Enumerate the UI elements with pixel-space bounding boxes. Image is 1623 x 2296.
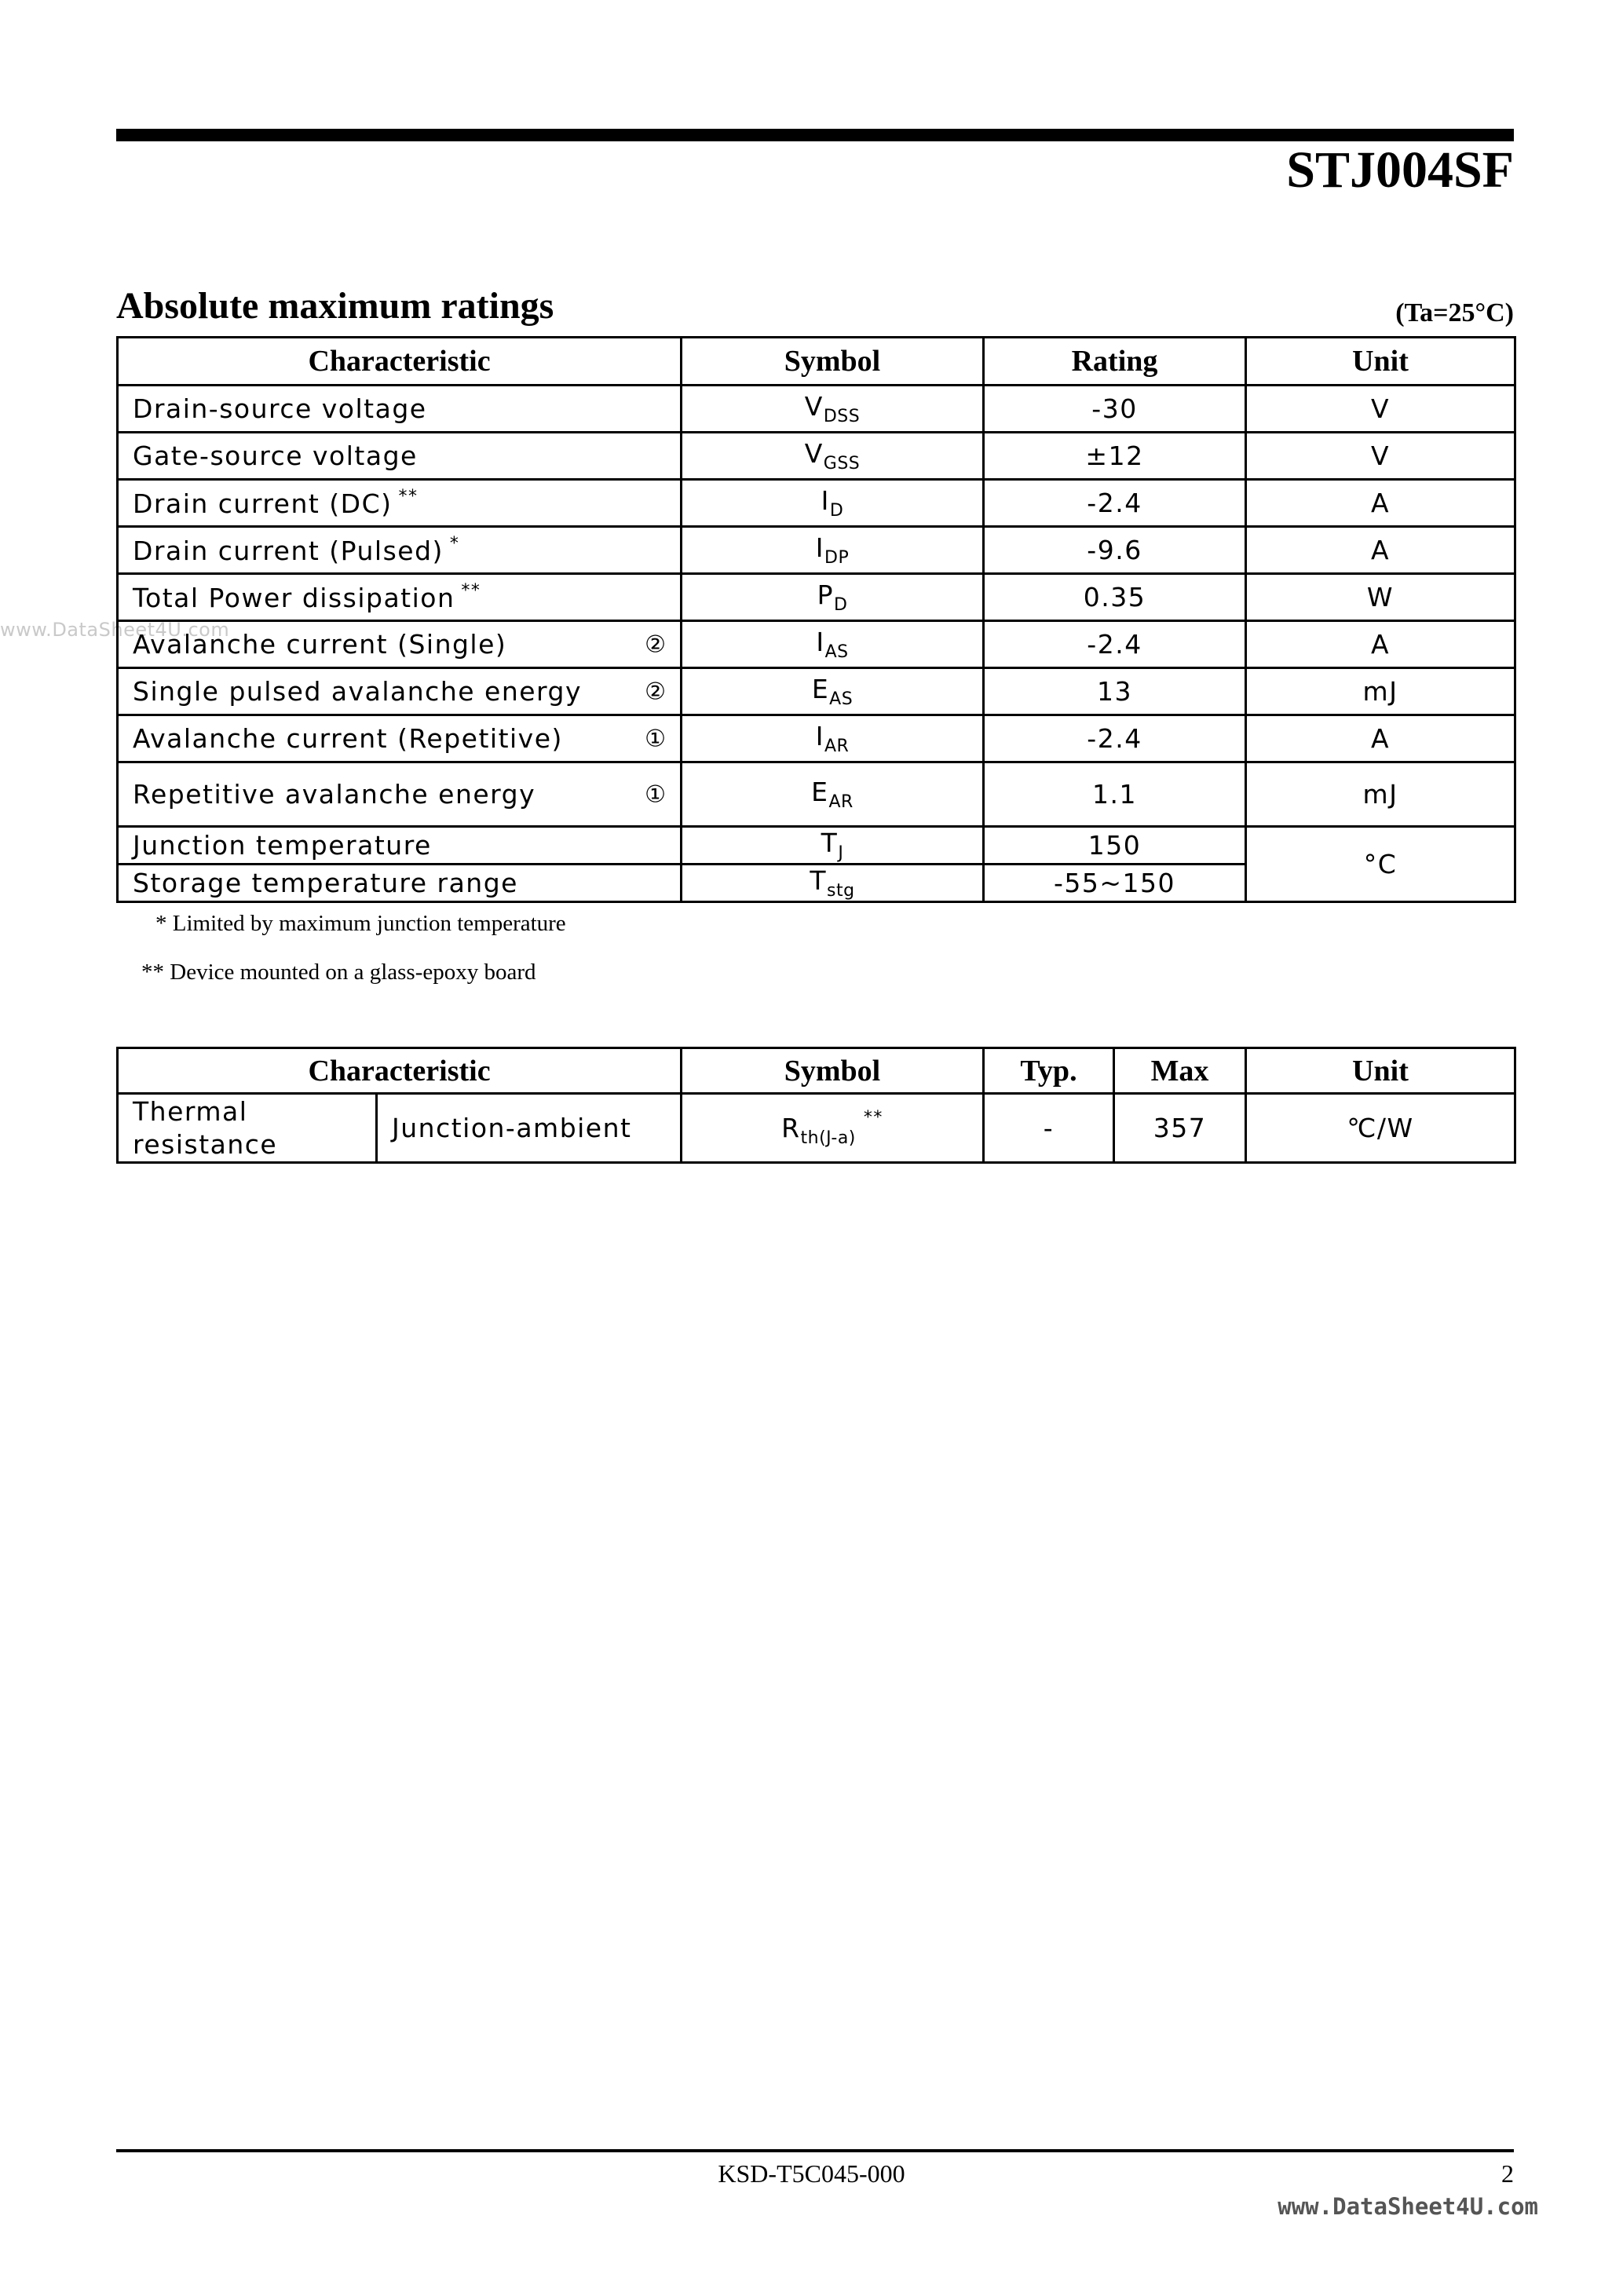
test-condition: (Ta=25°C): [1395, 298, 1514, 327]
footnote-marker: **: [461, 581, 481, 601]
characteristic-label: Drain current (Pulsed): [133, 536, 444, 566]
symbol-subscript: th(J-a): [800, 1128, 856, 1148]
column-header: Max: [1114, 1048, 1246, 1094]
symbol-subscript: DP: [824, 548, 850, 568]
table-row: [118, 574, 1515, 621]
characteristic-cell: [118, 621, 682, 668]
characteristic-cell: [118, 574, 682, 621]
characteristic-cell: [118, 433, 682, 480]
page-number: 2: [1501, 2159, 1514, 2188]
symbol-letter: I: [815, 532, 824, 563]
characteristic-cell: [118, 386, 682, 433]
symbol-subscript: AR: [828, 792, 854, 812]
absolute-max-ratings-table: [116, 336, 1516, 903]
characteristic-label: Repetitive avalanche energy: [133, 779, 536, 810]
symbol-subscript: AS: [829, 689, 854, 709]
column-header: Characteristic: [118, 1048, 682, 1094]
symbol-letter: R: [781, 1113, 801, 1143]
footnote-1: * Limited by maximum junction temperature: [155, 911, 566, 936]
table-row: [118, 762, 1515, 827]
symbol-cell: [682, 668, 984, 715]
characteristic-label: Avalanche current (Single): [133, 629, 507, 660]
condition-mark: ②: [645, 631, 666, 658]
condition-mark: ①: [645, 725, 666, 752]
characteristic-cell: [118, 827, 682, 865]
symbol-cell: [682, 715, 984, 762]
symbol-letter: I: [816, 627, 825, 657]
rating-cell: -2.4: [984, 715, 1246, 762]
symbol-subscript: GSS: [823, 454, 861, 473]
rating-cell: 0.35: [984, 574, 1246, 621]
characteristic-label: Gate-source voltage: [133, 441, 418, 471]
characteristic-label: Single pulsed avalanche energy: [133, 676, 583, 707]
symbol-subscript: D: [833, 595, 848, 615]
characteristic-label: Storage temperature range: [133, 868, 518, 898]
characteristic-cell: [118, 762, 682, 827]
rating-cell: -2.4: [984, 621, 1246, 668]
column-header: Characteristic: [118, 338, 682, 386]
characteristic-label: Avalanche current (Repetitive): [133, 723, 563, 754]
watermark: www.DataSheet4U.com: [0, 619, 230, 641]
unit-cell: mJ: [1246, 762, 1515, 827]
symbol-subscript: AR: [824, 737, 850, 756]
rating-cell: ±12: [984, 433, 1246, 480]
characteristic-label: Drain-source voltage: [133, 393, 427, 424]
table-row: [118, 827, 1515, 865]
footnote-marker: *: [449, 534, 460, 554]
footnote-marker: **: [398, 487, 419, 506]
unit-cell: V: [1246, 433, 1515, 480]
symbol-cell: [682, 527, 984, 574]
table-header-row: [118, 1048, 1515, 1094]
characteristic-cell: Thermal resistance: [118, 1094, 377, 1163]
condition-mark: ②: [645, 678, 666, 705]
symbol-subscript: stg: [827, 881, 855, 901]
column-header: Unit: [1246, 338, 1515, 386]
symbol-cell: [682, 827, 984, 865]
table-row: [118, 433, 1515, 480]
symbol-letter: T: [810, 865, 828, 896]
symbol-cell: [682, 574, 984, 621]
unit-cell: A: [1246, 527, 1515, 574]
characteristic-cell: [118, 480, 682, 527]
rating-cell: 13: [984, 668, 1246, 715]
column-header: Typ.: [984, 1048, 1114, 1094]
unit-cell: W: [1246, 574, 1515, 621]
footer-site-url: www.DataSheet4U.com: [1278, 2193, 1538, 2220]
symbol-letter: E: [811, 674, 830, 704]
symbol-subscript: J: [838, 843, 844, 863]
symbol-cell: [682, 1094, 984, 1163]
symbol-subscript: DSS: [823, 407, 861, 426]
condition-mark: ①: [645, 781, 666, 808]
symbol-cell: [682, 433, 984, 480]
header-rule: [116, 129, 1514, 141]
symbol-letter: E: [811, 777, 829, 807]
section-title: Absolute maximum ratings: [116, 285, 554, 327]
rating-cell: -9.6: [984, 527, 1246, 574]
column-header: Symbol: [682, 1048, 984, 1094]
table-row: [118, 480, 1515, 527]
rating-cell: 150: [984, 827, 1246, 865]
unit-cell: A: [1246, 621, 1515, 668]
footnote-2: ** Device mounted on a glass-epoxy board: [141, 960, 536, 985]
unit-cell: °C: [1246, 827, 1515, 902]
rating-cell: -30: [984, 386, 1246, 433]
footnote-marker: **: [863, 1108, 883, 1128]
characteristic-label: Drain current (DC): [133, 488, 393, 519]
column-header: Rating: [984, 338, 1246, 386]
unit-cell: ℃/W: [1246, 1094, 1515, 1163]
unit-cell: A: [1246, 480, 1515, 527]
footer-rule: [116, 2149, 1514, 2152]
rating-cell: -55~150: [984, 865, 1246, 902]
symbol-cell: [682, 480, 984, 527]
table-header-row: [118, 338, 1515, 386]
symbol-letter: V: [804, 438, 824, 469]
rating-cell: -2.4: [984, 480, 1246, 527]
max-cell: 357: [1114, 1094, 1246, 1163]
typ-cell: -: [984, 1094, 1114, 1163]
table-row: [118, 668, 1515, 715]
table-row: [118, 1094, 1515, 1163]
thermal-characteristics-table: [116, 1047, 1516, 1164]
symbol-cell: [682, 621, 984, 668]
unit-cell: A: [1246, 715, 1515, 762]
table-row: [118, 386, 1515, 433]
table-row: [118, 527, 1515, 574]
characteristic-cell: [118, 715, 682, 762]
symbol-letter: I: [821, 485, 830, 516]
characteristic-cell: [118, 527, 682, 574]
part-number: STJ004SF: [1286, 141, 1514, 199]
symbol-subscript: D: [829, 501, 844, 521]
symbol-cell: [682, 386, 984, 433]
document-id: KSD-T5C045-000: [718, 2159, 905, 2188]
characteristic-cell: [118, 865, 682, 902]
column-header: Unit: [1246, 1048, 1515, 1094]
table-row: [118, 715, 1515, 762]
symbol-letter: T: [821, 828, 839, 858]
column-header: Symbol: [682, 338, 984, 386]
symbol-cell: [682, 762, 984, 827]
sub-characteristic-cell: Junction-ambient: [377, 1094, 682, 1163]
symbol-letter: P: [817, 579, 834, 610]
symbol-subscript: AS: [824, 642, 849, 662]
characteristic-cell: [118, 668, 682, 715]
symbol-cell: [682, 865, 984, 902]
unit-cell: V: [1246, 386, 1515, 433]
unit-cell: mJ: [1246, 668, 1515, 715]
symbol-letter: V: [804, 391, 824, 422]
symbol-letter: I: [815, 721, 824, 751]
table-row: [118, 621, 1515, 668]
rating-cell: 1.1: [984, 762, 1246, 827]
characteristic-label: Total Power dissipation: [133, 583, 455, 613]
characteristic-label: Junction temperature: [133, 830, 432, 861]
